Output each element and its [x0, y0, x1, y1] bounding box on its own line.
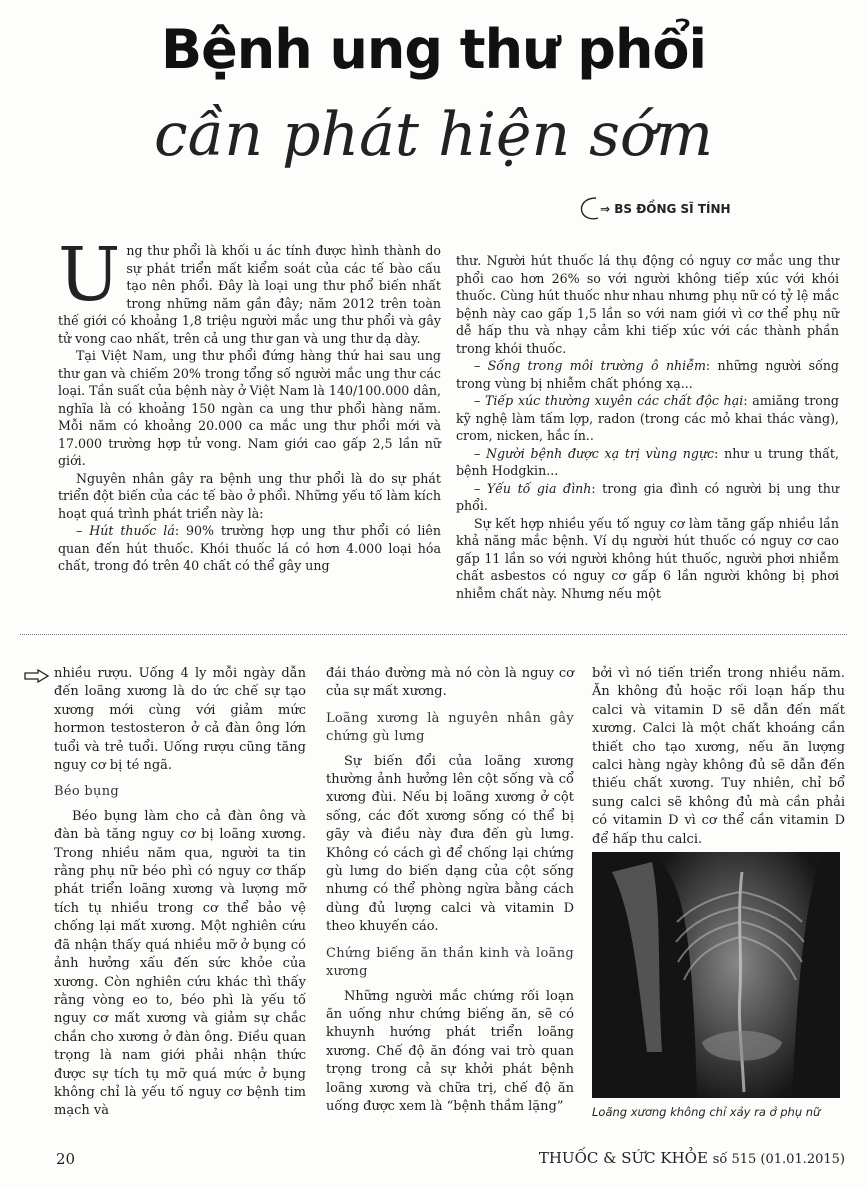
subheading: Béo bụng — [54, 784, 119, 800]
paragraph: – Sống trong môi trường ô nhiễm: những người sống trong vùng bị nhiễm chất phóng xạ... — [456, 358, 839, 391]
pointing-hand-icon — [24, 668, 50, 684]
paragraph: Những người mắc chứng rối loạn ăn uống như chứng biếng ăn, sẽ có khuynh hướng phát triển loãng xương. Chế độ ăn đóng vai trò quan trọng trong cả sự khởi phát bệnh loãng xương và chữa trị, chế độ ăn uống được xem là “bệnh thầm lặng” — [326, 988, 574, 1114]
paragraph: Sự biến đổi của loãng xương thường ảnh hưởng lên cột sống và cổ xương đùi. Nếu bị loãng xương ở cột sống, các đốt xương sống có thể bị gãy và điều này đưa đến gù lưng. Không có cách gì để chống lại chứng gù lưng do biến dạng của cột sống nhưng có thể phòng ngừa bằng cách dùng đủ lượng calci và vitamin D theo khuyến cáo. — [326, 753, 574, 935]
continued-column-3 — [592, 665, 845, 849]
arrow-icon: ⇒ — [600, 202, 615, 216]
subheading: Loãng xương là nguyên nhân gây chứng gù lưng — [326, 710, 574, 745]
article-title: Bệnh ung thư phổi — [160, 18, 707, 81]
subheading: Chứng biếng ăn thần kinh và loãng xương — [326, 945, 574, 980]
paragraph: – Người bệnh được xạ trị vùng ngực: như u trung thất, bệnh Hodgkin... — [456, 445, 839, 478]
section-divider — [20, 634, 847, 635]
continued-column-1 — [54, 665, 306, 1121]
skeleton-illustration — [592, 852, 840, 1098]
continued-column-2 — [326, 665, 574, 1116]
image-caption: Loãng xương không chỉ xảy ra ở phụ nữ — [592, 1105, 821, 1119]
paragraph: đái tháo đường mà nó còn là nguy cơ của sự mất xương. — [326, 666, 574, 700]
paragraph: – Tiếp xúc thường xuyên các chất độc hại: amiăng trong kỹ nghệ làm tấm lợp, radon (trong các mỏ khai thác vàng), crom, nicken, hắc ín.. — [456, 393, 839, 443]
article-column-right — [456, 252, 839, 602]
article-subtitle: cần phát hiện sớm — [154, 100, 713, 170]
paragraph: Tại Việt Nam, ung thư phổi đứng hàng thứ hai sau ung thư gan và chiếm 20% trong tổng số người mắc ung thư các loại. Tần suất của bệnh này ở Việt Nam là 140/100.000 dân, nghĩa là có khoảng 150 ngàn ca ung thư phổi hàng năm. Mỗi năm có khoảng 20.000 ca mắc ung thư phổi mới và 17.000 trường hợp tử vong. Nam giới cao gấp 2,5 lần nữ giới. — [58, 348, 441, 468]
skeleton-xray-image — [592, 852, 840, 1098]
author-byline: ⇒ BS ĐỒNG SĨ TÍNH — [600, 202, 731, 216]
paragraph: bởi vì nó tiến triển trong nhiều năm. Ăn không đủ hoặc rối loạn hấp thu calci và vitamin D sẽ dẫn đến mất xương. Calci là một chất khoáng cần thiết cho tạo xương, nếu ăn lượng calci hàng ngày không đủ sẽ dẫn đến thiếu chất xương. Tuy nhiên, chỉ bổ sung calci sẽ không đủ mà cần phải có vitamin D vì cơ thể cần vitamin D để hấp thu calci. — [592, 666, 845, 847]
paragraph: thư. Người hút thuốc lá thụ động có nguy cơ mắc ung thư phổi cao hơn 26% so với người không tiếp xúc với khói thuốc. Cùng hút thuốc như nhau nhưng phụ nữ có tỷ lệ mắc bệnh này cao gấp 1,5 lần so với nam giới vì cơ thể phụ nữ dễ hấp thu và nhạy cảm khi tiếp xúc với các thành phần trong khói thuốc. — [456, 253, 839, 356]
paragraph: Béo bụng làm cho cả đàn ông và đàn bà tăng nguy cơ bị loãng xương. Trong nhiều năm qua, người ta tin rằng phụ nữ béo phì có nguy cơ thấp phát triển loãng xương và lượng mỡ tích tụ nhiều trong cơ thể bảo vệ chống lại mất xương. Một nghiên cứu đã nhận thấy quá nhiều mỡ ở bụng có ảnh hưởng xấu đến sức khỏe của xương. Còn nghiên cứu khác thì thấy rằng vòng eo to, béo phì là yếu tố nguy cơ mất xương và giảm sự chắc chắn cho xương ở đàn ông. Điều quan trọng là nam giới phải nhận thức được sự tích tụ mỡ quá mức ở bụng không chỉ là yếu tố nguy cơ bệnh tim mạch và — [54, 808, 306, 1119]
paragraph: nhiều rượu. Uống 4 ly mỗi ngày dẫn đến loãng xương là do ức chế sự tạo xương mới cùng với giảm mức hormon testosteron ở cả đàn ông lớn tuổi và trẻ tuổi. Uống rượu cũng tăng nguy cơ bị té ngã. — [54, 666, 306, 774]
magazine-name: THUỐC & SỨC KHỎE — [538, 1149, 708, 1167]
paragraph: Ung thư phổi là khối u ác tính được hình thành do sự phát triển mất kiểm soát của các tế bào cấu tạo nên phổi. Đây là loại ung thư phổ biến nhất trong những năm gần đây; năm 2012 trên toàn thế giới có khoảng 1,8 triệu người mắc ung thư phổi và gây tử vong cao nhất, trên cả ung thư gan và ung thư dạ dày. — [58, 232, 441, 346]
page-number: 20 — [56, 1150, 76, 1168]
drop-cap: U — [58, 232, 121, 318]
paragraph: – Yếu tố gia đình: trong gia đình có người bị ung thư phổi. — [456, 480, 839, 513]
article-column-left — [58, 232, 441, 575]
paragraph: Sự kết hợp nhiều yếu tố nguy cơ làm tăng gấp nhiều lần khả năng mắc bệnh. Ví dụ người hút thuốc có nguy cơ cao gấp 11 lần so với người không hút thuốc, người phơi nhiễm chất asbestos có nguy cơ gấp 6 lần người không bị phơi nhiễm chất này. Nhưng nếu một — [456, 515, 839, 601]
issue-info: số 515 (01.01.2015) — [712, 1152, 845, 1167]
paragraph: Nguyên nhân gây ra bệnh ung thư phổi là do sự phát triển đột biến của các tế bào ở phổi. Những yếu tố làm kích hoạt quá trình phát triển này là: — [58, 470, 441, 521]
paragraph: – Hút thuốc lá: 90% trường hợp ung thư phổi có liên quan đến hút thuốc. Khói thuốc lá có hơn 4.000 loại hóa chất, trong đó trên 40 chất có thể gây ung — [58, 523, 441, 573]
magazine-footer — [539, 1149, 845, 1167]
byline-swirl-icon — [578, 196, 600, 222]
